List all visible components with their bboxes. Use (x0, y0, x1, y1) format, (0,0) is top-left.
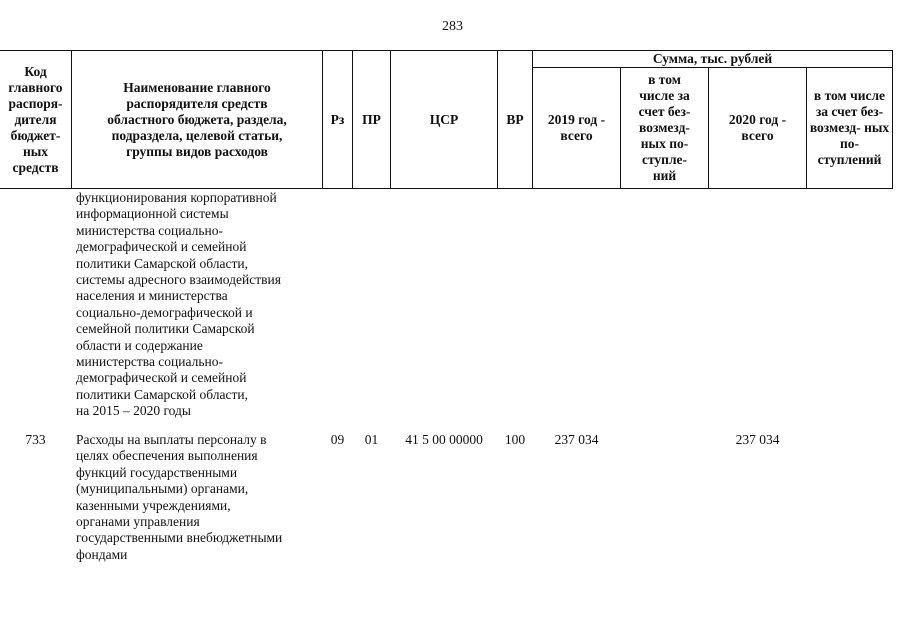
row-1-name: функционирования корпоративной информационной системы министерства социально- демографической и семейной политики Самарской области, системы адресного взаимодействия населения и министерства социально-демографической и семейной политики Самарской области и содержание министерства социально- демографической и семейной политики Самарской области, на 2015 – 2020 годы (76, 190, 281, 419)
row-2-pr: 01 (364, 432, 379, 447)
row-2-name: Расходы на выплаты персоналу в целях обеспечения выполнения функций государственными (муниципальными) органами, казенными учреждениями, органами управления государственными внебюджетными фондами (76, 432, 283, 562)
header-code: Код главного распоря- дителя бюджет- ных средств (8, 63, 63, 175)
header-2019-gratuitous: в том числе за счет без- возмезд- ных по- ступле- ний (638, 72, 691, 183)
row-2-2019-total: 237 034 (554, 432, 599, 447)
row-2-2020-total: 237 034 (735, 432, 780, 447)
header-pr: ПР (362, 111, 381, 127)
header-2020-total: 2020 год - всего (728, 112, 787, 143)
row-2-vr: 100 (504, 432, 526, 447)
row-2-code: 733 (25, 432, 46, 447)
column-divider (892, 50, 893, 188)
header-name: Наименование главного распорядителя средств областного бюджета, раздела, подраздела, целевой статьи, группы видов расходов (107, 79, 287, 159)
row-2-rz: 09 (330, 432, 345, 447)
header-csr: ЦСР (429, 111, 459, 127)
page-number: 283 (442, 19, 463, 34)
header-rz: Рз (330, 111, 345, 127)
header-bottom-border (0, 188, 893, 189)
header-2020-gratuitous: в том числе за счет без- возмезд- ных по- ступлений (809, 88, 890, 167)
header-sum-group: Сумма, тыс. рублей (652, 51, 773, 66)
header-2019-total: 2019 год - всего (547, 112, 606, 143)
header-vr: ВР (506, 111, 524, 127)
row-2-csr: 41 5 00 00000 (405, 432, 483, 447)
